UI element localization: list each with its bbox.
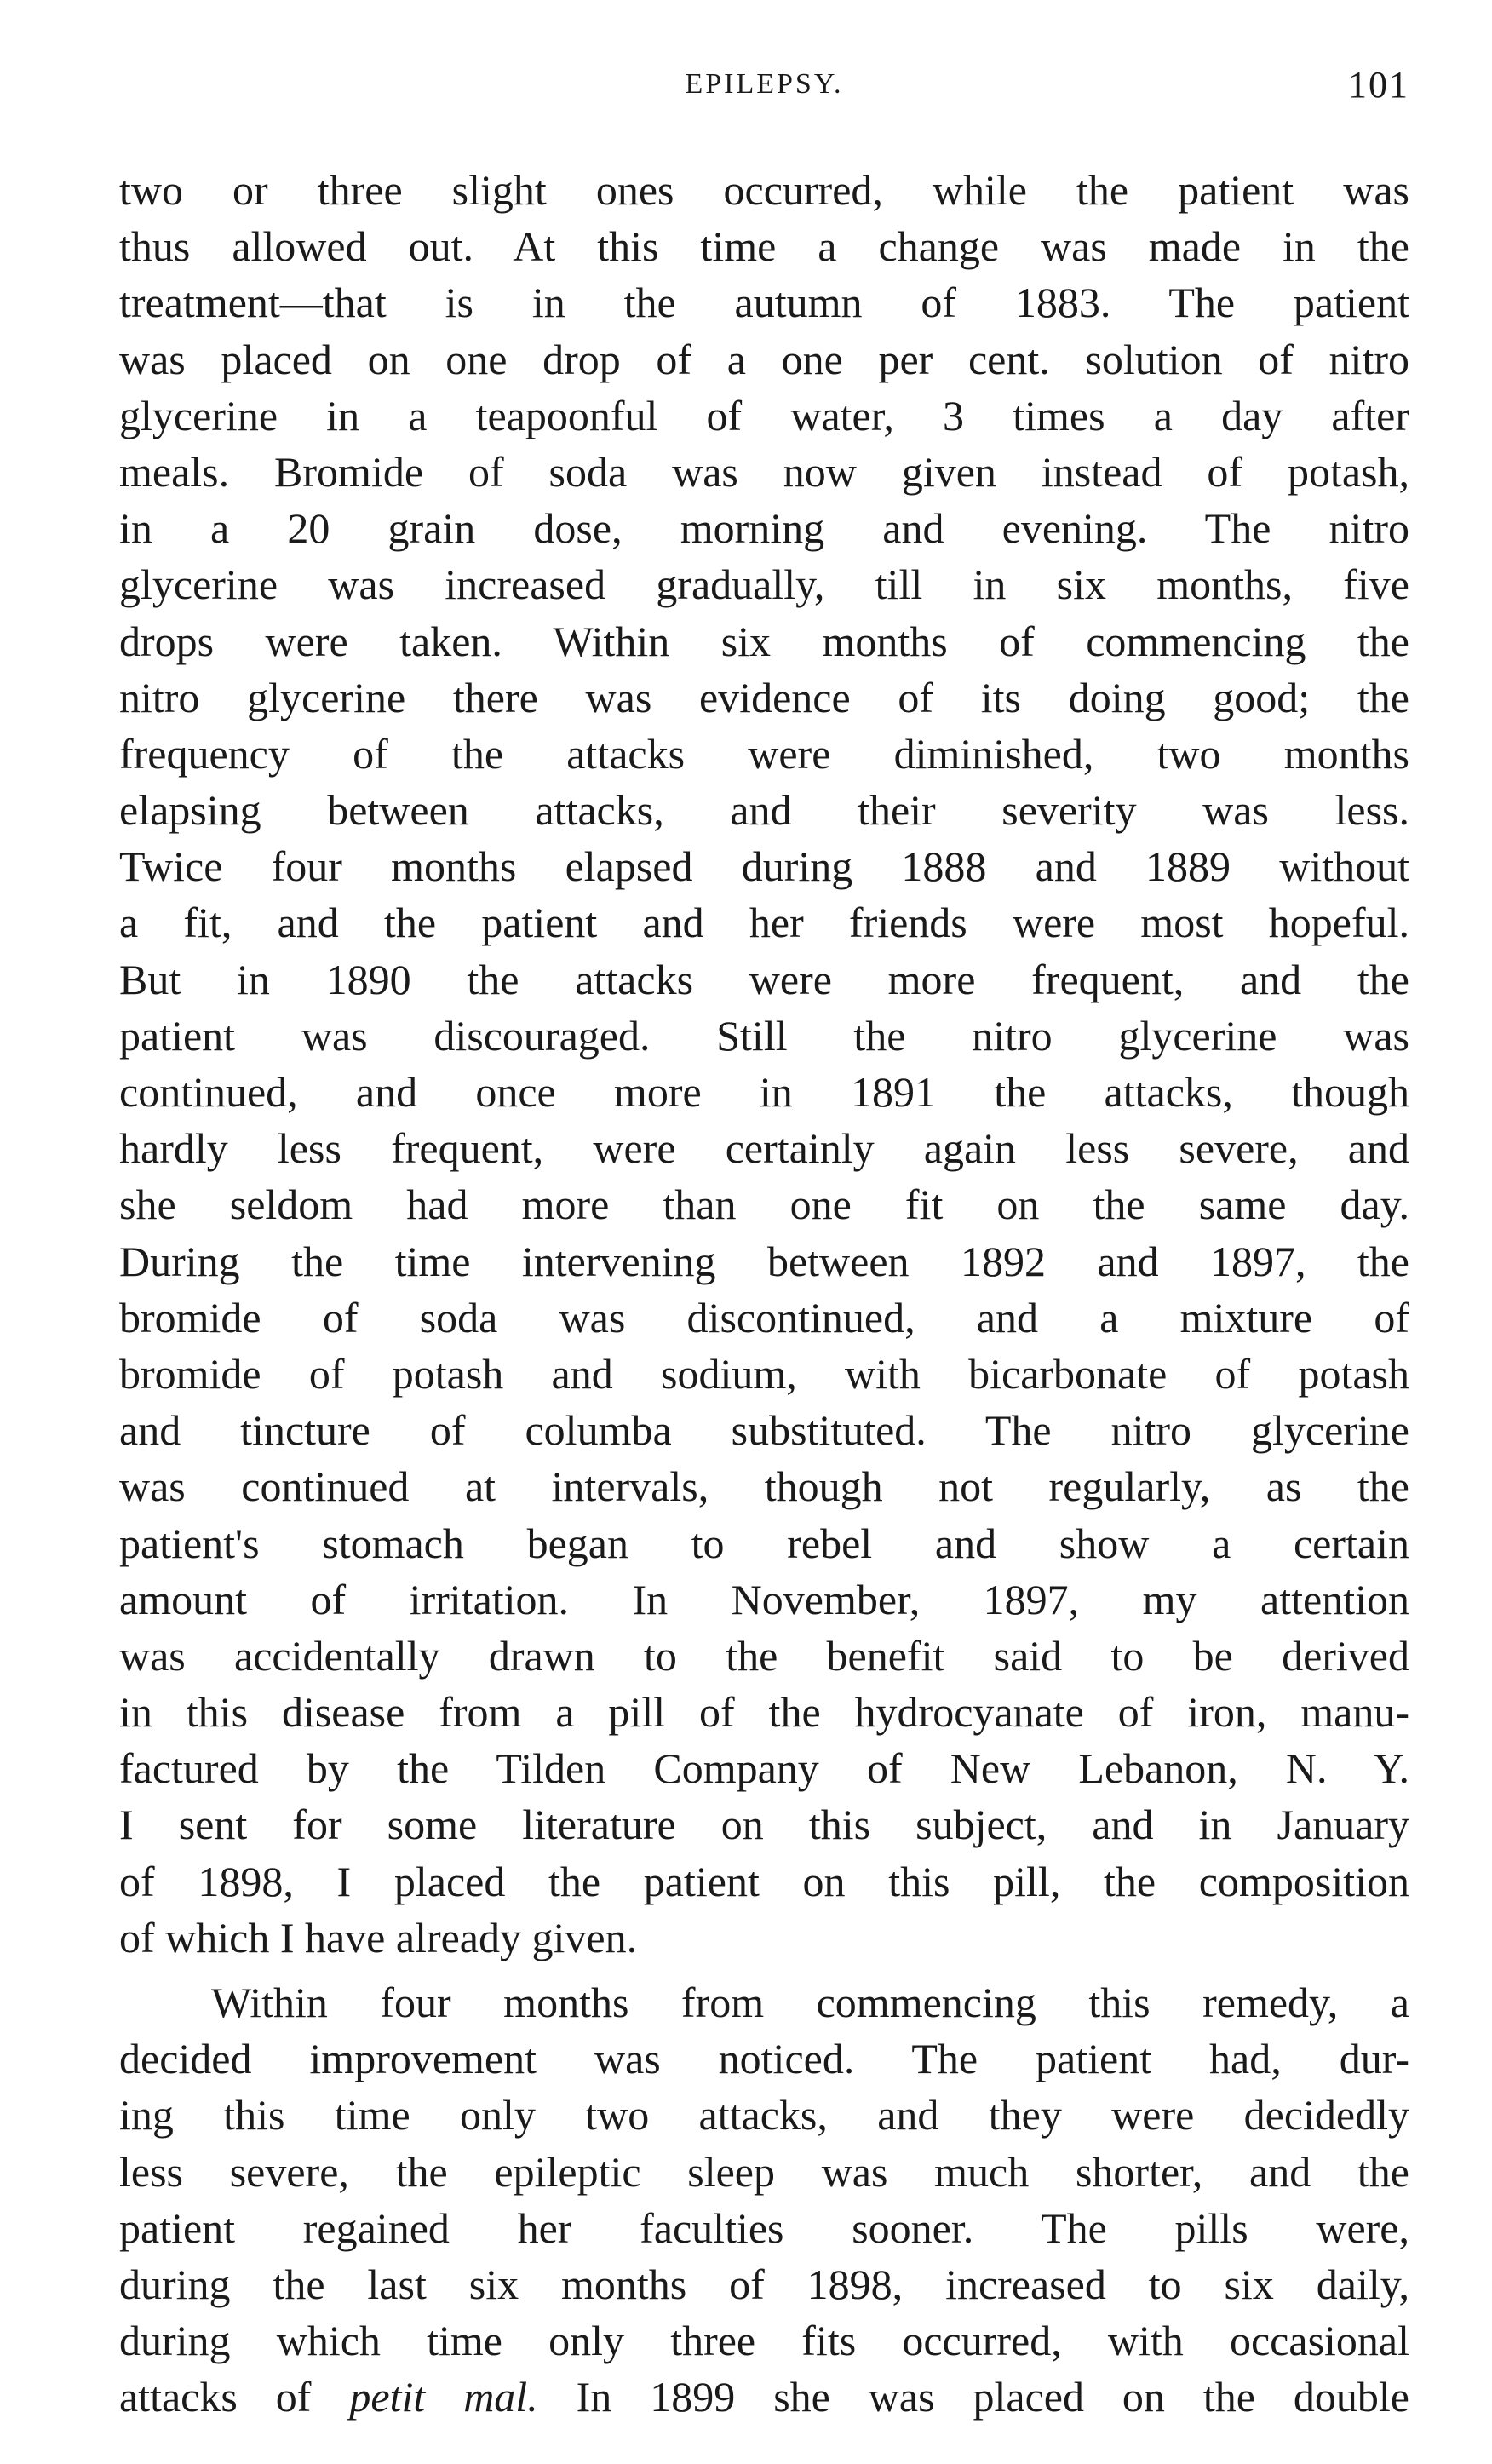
paragraph-1: [119, 162, 1409, 1966]
text-line: ing this time only two attacks, and they were decidedly: [119, 2091, 1409, 2139]
text-line: of 1898, I placed the patient on this pill, the composition: [119, 1857, 1409, 1905]
paragraph-gap: [119, 1966, 1409, 1974]
text-line: patient's stomach began to rebel and show a certain: [119, 1519, 1409, 1567]
text-line: less severe, the epileptic sleep was much shorter, and the: [119, 2147, 1409, 2196]
text-line: amount of irritation. In November, 1897, my attention: [119, 1575, 1409, 1623]
body-text: [119, 162, 1409, 2426]
text-line: two or three slight ones occurred, while the patient was: [119, 166, 1409, 214]
text-line: meals. Bromide of soda was now given instead of potash,: [119, 447, 1409, 496]
text-line: during which time only three fits occurred, with occasional: [119, 2317, 1409, 2365]
text-line: patient was discouraged. Still the nitro glycerine was: [119, 1011, 1409, 1060]
text-line: and tincture of columba substituted. The nitro glycerine: [119, 1406, 1409, 1455]
text-line: But in 1890 the attacks were more frequent, and the: [119, 955, 1409, 1003]
italic-term: petit mal.: [349, 2373, 538, 2421]
running-title: EPILEPSY.: [685, 68, 844, 100]
page-number: 101: [1348, 64, 1409, 106]
text-line: of which I have already given.: [119, 1913, 638, 1961]
text-run: attacks of: [119, 2373, 350, 2421]
text-line: in a 20 grain dose, morning and evening. The nitro: [119, 504, 1409, 553]
text-line: I sent for some literature on this subject, and in January: [119, 1801, 1409, 1849]
text-line: patient regained her faculties sooner. The pills were,: [119, 2203, 1409, 2252]
text-line: decided improvement was noticed. The patient had, dur-: [119, 2035, 1409, 2083]
text-line: thus allowed out. At this time a change was made in the: [119, 222, 1409, 271]
text-line: in this disease from a pill of the hydrocyanate of iron, manu-: [119, 1688, 1409, 1737]
text-line: factured by the Tilden Company of New Lebanon, N. Y.: [119, 1744, 1409, 1793]
text-line: during the last six months of 1898, increased to six daily,: [119, 2260, 1409, 2308]
text-line: hardly less frequent, were certainly again less severe, and: [119, 1124, 1409, 1173]
text-line: Twice four months elapsed during 1888 and 1889 without: [119, 842, 1409, 891]
text-line: was placed on one drop of a one per cent. solution of nitro: [119, 335, 1409, 383]
text-line: was continued at intervals, though not regularly, as the: [119, 1462, 1409, 1511]
text-line: elapsing between attacks, and their severity was less.: [119, 786, 1409, 835]
text-line: drops were taken. Within six months of commencing the: [119, 617, 1409, 665]
text-line: a fit, and the patient and her friends were most hopeful.: [119, 899, 1409, 947]
text-run: In 1899 she was placed on the double: [537, 2373, 1410, 2421]
text-line: frequency of the attacks were diminished, two months: [119, 729, 1409, 778]
text-line: bromide of soda was discontinued, and a mixture of: [119, 1293, 1409, 1341]
running-head: [119, 63, 1409, 114]
text-line: treatment—that is in the autumn of 1883. The patient: [119, 279, 1409, 327]
text-line: continued, and once more in 1891 the attacks, though: [119, 1068, 1409, 1116]
text-line: During the time intervening between 1892 and 1897, the: [119, 1237, 1409, 1285]
text-line: glycerine was increased gradually, till in six months, five: [119, 560, 1409, 609]
text-line: Within four months from commencing this remedy, a: [211, 1979, 1409, 2026]
text-line: nitro glycerine there was evidence of its doing good; the: [119, 673, 1409, 721]
text-line: bromide of potash and sodium, with bicarbonate of potash: [119, 1349, 1409, 1398]
paragraph-2: [119, 1974, 1409, 2426]
text-line: glycerine in a teapoonful of water, 3 times a day after: [119, 391, 1409, 439]
text-line: was accidentally drawn to the benefit said to be derived: [119, 1631, 1409, 1680]
text-line: [119, 2369, 1409, 2425]
text-line: she seldom had more than one fit on the same day.: [119, 1180, 1409, 1229]
